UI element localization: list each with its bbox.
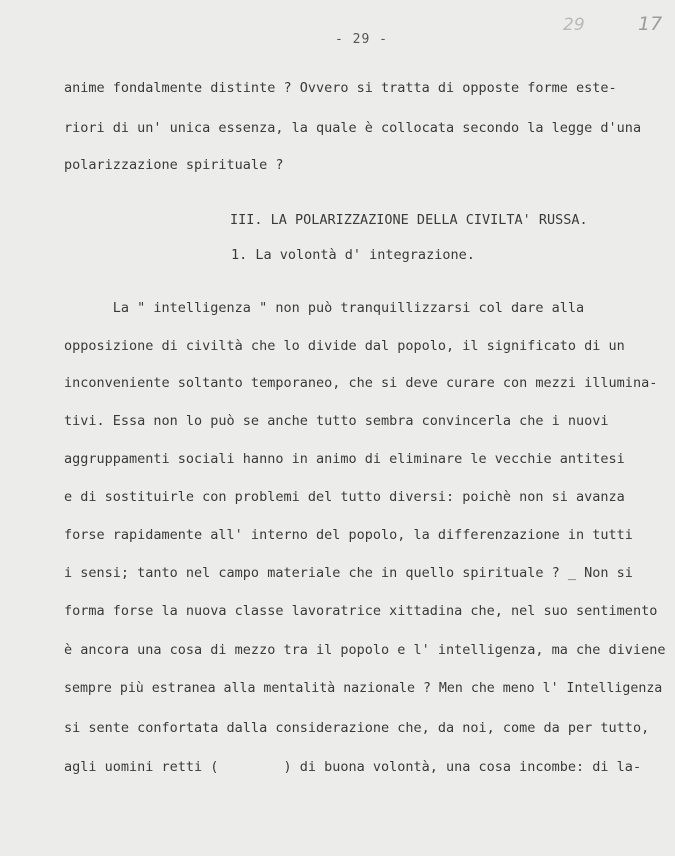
- pencil-folio-number-alt: 17: [638, 13, 663, 35]
- text-line: è ancora una cosa di mezzo tra il popolo e l' intelligenza, ma che diviene: [64, 642, 666, 658]
- text-line: riori di un' unica essenza, la quale è collocata secondo la legge d'una: [64, 120, 642, 136]
- text-line: inconveniente soltanto temporaneo, che si deve curare con mezzi illumina-: [64, 375, 658, 391]
- text-line: La " intelligenza " non può tranquillizzarsi col dare alla: [64, 300, 585, 316]
- page-number: - 29 -: [335, 32, 388, 47]
- text-line: anime fondalmente distinte ? Ovvero si tratta di opposte forme este-: [64, 80, 617, 96]
- text-line: tivi. Essa non lo può se anche tutto sembra convincerla che i nuovi: [64, 413, 609, 429]
- text-line: aggruppamenti sociali hanno in animo di eliminare le vecchie antitesi: [64, 451, 625, 467]
- text-line: i sensi; tanto nel campo materiale che in quello spirituale ? _ Non si: [64, 565, 633, 581]
- text-line: e di sostituirle con problemi del tutto diversi: poichè non si avanza: [64, 489, 625, 505]
- text-line: polarizzazione spirituale ?: [64, 157, 284, 173]
- section-title: III. LA POLARIZZAZIONE DELLA CIVILTA' RUSSA.: [230, 212, 588, 228]
- text-line: forma forse la nuova classe lavoratrice xittadina che, nel suo sentimento: [64, 603, 658, 619]
- text-line: sempre più estranea alla mentalità nazionale ? Men che meno l' Intelligenza: [64, 681, 663, 696]
- text-line: si sente confortata dalla considerazione che, da noi, come da per tutto,: [64, 720, 650, 736]
- section-subtitle: 1. La volontà d' integrazione.: [231, 247, 475, 263]
- text-line: agli uomini retti ( ) di buona volontà, una cosa incombe: di la-: [64, 759, 642, 775]
- text-line: opposizione di civiltà che lo divide dal popolo, il significato di un: [64, 338, 625, 354]
- pencil-folio-number: 29: [563, 15, 585, 35]
- text-line: forse rapidamente all' interno del popolo, la differenzazione in tutti: [64, 527, 633, 543]
